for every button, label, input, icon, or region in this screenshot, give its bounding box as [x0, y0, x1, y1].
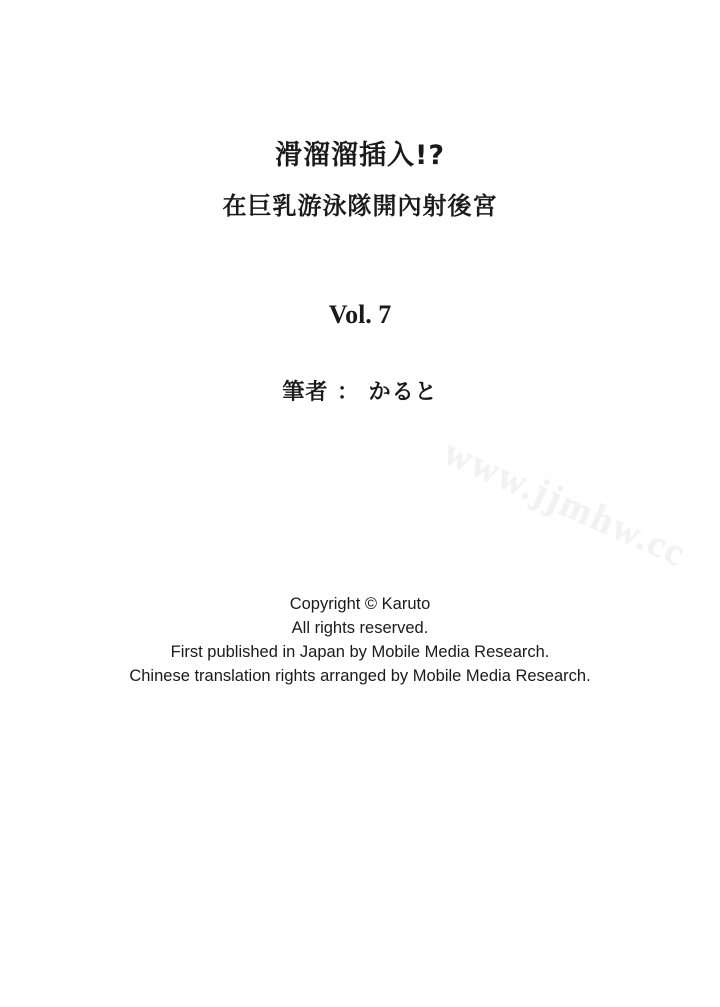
page-title-primary: 滑溜溜插入!?: [275, 140, 445, 171]
copyright-line-4: Chinese translation rights arranged by Mobile Media Research.: [129, 667, 591, 685]
copyright-line-1: Copyright © Karuto: [289, 595, 431, 613]
copyright-block: [0, 592, 720, 688]
author-label: 筆者 ： かると: [282, 380, 438, 405]
copyright-line-2: All rights reserved.: [291, 619, 429, 637]
title-block: [0, 140, 720, 221]
copyright-line-3: First published in Japan by Mobile Media Research.: [170, 643, 550, 661]
page-title-secondary: 在巨乳游泳隊開內射後宮: [222, 192, 498, 221]
site-watermark: www.jjmhw.cc: [437, 430, 693, 576]
volume-label: Vol. 7: [328, 300, 392, 329]
